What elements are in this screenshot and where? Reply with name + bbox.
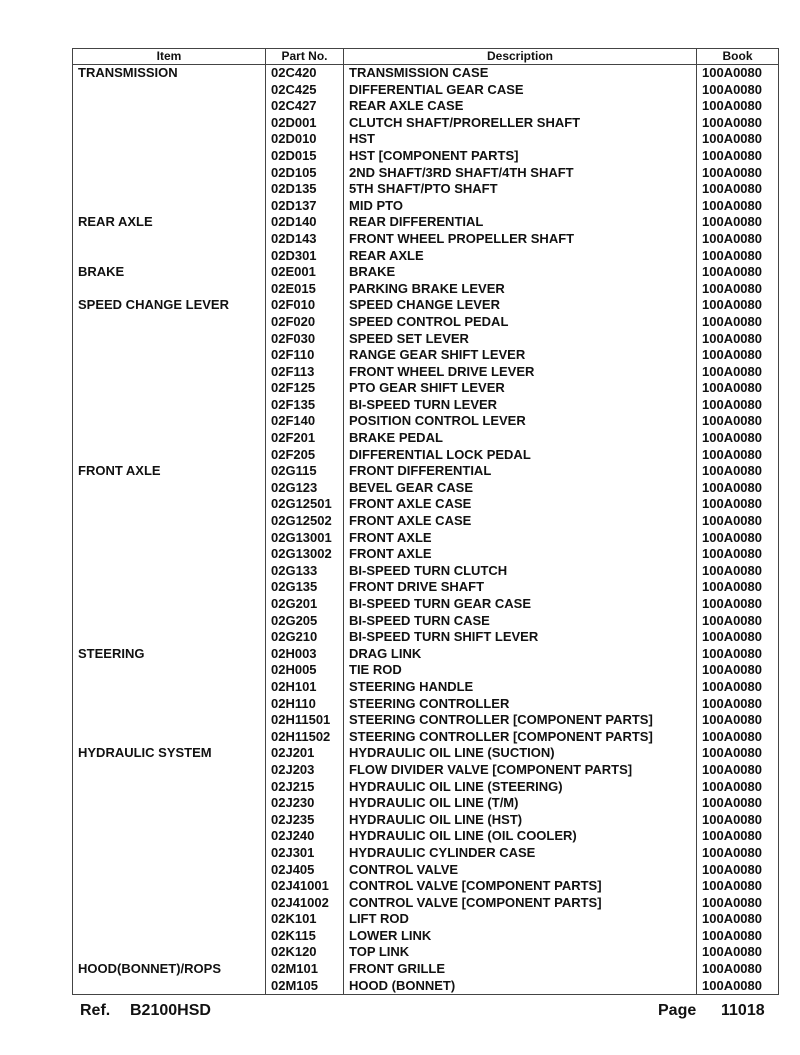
cell-book: 100A0080 <box>697 895 779 912</box>
cell-description: CONTROL VALVE [COMPONENT PARTS] <box>344 878 697 895</box>
table-row <box>73 795 779 812</box>
cell-part-no: 02H101 <box>266 679 344 696</box>
table-row <box>73 181 779 198</box>
table-row <box>73 364 779 381</box>
cell-item: REAR AXLE <box>73 214 266 231</box>
table-row <box>73 944 779 961</box>
cell-book: 100A0080 <box>697 745 779 762</box>
cell-description: BI-SPEED TURN LEVER <box>344 397 697 414</box>
cell-book: 100A0080 <box>697 98 779 115</box>
table-row <box>73 845 779 862</box>
cell-description: HYDRAULIC OIL LINE (T/M) <box>344 795 697 812</box>
cell-description: FLOW DIVIDER VALVE [COMPONENT PARTS] <box>344 762 697 779</box>
cell-description: HOOD (BONNET) <box>344 978 697 995</box>
cell-description: FRONT DIFFERENTIAL <box>344 463 697 480</box>
cell-description: FRONT AXLE <box>344 546 697 563</box>
table-row <box>73 115 779 132</box>
table-row <box>73 613 779 630</box>
cell-part-no: 02E001 <box>266 264 344 281</box>
table-row <box>73 546 779 563</box>
cell-part-no: 02J41002 <box>266 895 344 912</box>
cell-part-no: 02M105 <box>266 978 344 995</box>
cell-description: BI-SPEED TURN CLUTCH <box>344 563 697 580</box>
cell-part-no: 02J235 <box>266 812 344 829</box>
table-row <box>73 978 779 995</box>
cell-item <box>73 413 266 430</box>
cell-book: 100A0080 <box>697 729 779 746</box>
cell-item <box>73 331 266 348</box>
cell-description: HST <box>344 131 697 148</box>
cell-description: FRONT GRILLE <box>344 961 697 978</box>
cell-part-no: 02D010 <box>266 131 344 148</box>
cell-item <box>73 862 266 879</box>
cell-description: LIFT ROD <box>344 911 697 928</box>
cell-part-no: 02F125 <box>266 380 344 397</box>
cell-item <box>73 314 266 331</box>
cell-book: 100A0080 <box>697 297 779 314</box>
table-row <box>73 712 779 729</box>
ref-label: Ref. <box>80 1002 111 1019</box>
table-body <box>73 65 779 995</box>
cell-description: HYDRAULIC OIL LINE (OIL COOLER) <box>344 828 697 845</box>
table-row <box>73 331 779 348</box>
cell-description: HYDRAULIC CYLINDER CASE <box>344 845 697 862</box>
cell-description: REAR DIFFERENTIAL <box>344 214 697 231</box>
cell-description: BRAKE <box>344 264 697 281</box>
cell-item <box>73 281 266 298</box>
cell-item <box>73 513 266 530</box>
table-row <box>73 596 779 613</box>
cell-part-no: 02G12502 <box>266 513 344 530</box>
cell-description: MID PTO <box>344 198 697 215</box>
cell-item <box>73 795 266 812</box>
cell-book: 100A0080 <box>697 248 779 265</box>
table-row <box>73 447 779 464</box>
cell-part-no: 02G13001 <box>266 530 344 547</box>
table-row <box>73 297 779 314</box>
cell-item <box>73 895 266 912</box>
cell-part-no: 02D143 <box>266 231 344 248</box>
cell-book: 100A0080 <box>697 413 779 430</box>
cell-description: RANGE GEAR SHIFT LEVER <box>344 347 697 364</box>
table-row <box>73 65 779 82</box>
cell-part-no: 02K120 <box>266 944 344 961</box>
cell-part-no: 02H11502 <box>266 729 344 746</box>
cell-book: 100A0080 <box>697 513 779 530</box>
cell-description: STEERING CONTROLLER [COMPONENT PARTS] <box>344 712 697 729</box>
cell-book: 100A0080 <box>697 397 779 414</box>
cell-book: 100A0080 <box>697 214 779 231</box>
column-header-item: Item <box>73 49 266 65</box>
table-row <box>73 413 779 430</box>
cell-part-no: 02K115 <box>266 928 344 945</box>
cell-item <box>73 131 266 148</box>
cell-description: FRONT AXLE CASE <box>344 496 697 513</box>
cell-description: CONTROL VALVE [COMPONENT PARTS] <box>344 895 697 912</box>
cell-item <box>73 596 266 613</box>
cell-part-no: 02F113 <box>266 364 344 381</box>
page-footer <box>80 1002 770 1024</box>
table-row <box>73 314 779 331</box>
cell-description: SPEED SET LEVER <box>344 331 697 348</box>
cell-description: FRONT WHEEL DRIVE LEVER <box>344 364 697 381</box>
cell-part-no: 02E015 <box>266 281 344 298</box>
cell-part-no: 02H110 <box>266 696 344 713</box>
cell-part-no: 02J240 <box>266 828 344 845</box>
cell-book: 100A0080 <box>697 314 779 331</box>
cell-description: TOP LINK <box>344 944 697 961</box>
cell-book: 100A0080 <box>697 430 779 447</box>
table-row <box>73 961 779 978</box>
table-row <box>73 131 779 148</box>
table-row <box>73 231 779 248</box>
table-row <box>73 463 779 480</box>
table-row <box>73 762 779 779</box>
cell-part-no: 02C427 <box>266 98 344 115</box>
cell-part-no: 02J301 <box>266 845 344 862</box>
parts-index-sheet <box>72 48 778 995</box>
table-row <box>73 679 779 696</box>
cell-item <box>73 496 266 513</box>
cell-item <box>73 115 266 132</box>
cell-description: 2ND SHAFT/3RD SHAFT/4TH SHAFT <box>344 165 697 182</box>
cell-description: PTO GEAR SHIFT LEVER <box>344 380 697 397</box>
cell-description: FRONT AXLE CASE <box>344 513 697 530</box>
cell-part-no: 02G205 <box>266 613 344 630</box>
table-row <box>73 347 779 364</box>
table-row <box>73 812 779 829</box>
page-label: Page <box>658 1002 697 1019</box>
cell-item: HOOD(BONNET)/ROPS <box>73 961 266 978</box>
cell-item <box>73 148 266 165</box>
cell-description: HYDRAULIC OIL LINE (SUCTION) <box>344 745 697 762</box>
cell-description: DRAG LINK <box>344 646 697 663</box>
cell-item <box>73 978 266 995</box>
table-row <box>73 513 779 530</box>
cell-description: SPEED CONTROL PEDAL <box>344 314 697 331</box>
cell-part-no: 02J203 <box>266 762 344 779</box>
cell-part-no: 02G210 <box>266 629 344 646</box>
cell-part-no: 02F010 <box>266 297 344 314</box>
cell-item <box>73 380 266 397</box>
cell-part-no: 02F110 <box>266 347 344 364</box>
cell-description: HYDRAULIC OIL LINE (HST) <box>344 812 697 829</box>
table-row <box>73 397 779 414</box>
cell-part-no: 02D301 <box>266 248 344 265</box>
table-row <box>73 878 779 895</box>
cell-description: LOWER LINK <box>344 928 697 945</box>
cell-part-no: 02G201 <box>266 596 344 613</box>
cell-item <box>73 430 266 447</box>
cell-book: 100A0080 <box>697 496 779 513</box>
column-header-part-no: Part No. <box>266 49 344 65</box>
cell-book: 100A0080 <box>697 480 779 497</box>
cell-part-no: 02J230 <box>266 795 344 812</box>
cell-item <box>73 347 266 364</box>
cell-description: FRONT DRIVE SHAFT <box>344 579 697 596</box>
cell-book: 100A0080 <box>697 961 779 978</box>
cell-book: 100A0080 <box>697 696 779 713</box>
table-row <box>73 264 779 281</box>
cell-book: 100A0080 <box>697 662 779 679</box>
parts-table <box>72 48 779 995</box>
cell-part-no: 02G13002 <box>266 546 344 563</box>
cell-item <box>73 911 266 928</box>
cell-book: 100A0080 <box>697 679 779 696</box>
cell-part-no: 02D105 <box>266 165 344 182</box>
cell-item <box>73 231 266 248</box>
cell-book: 100A0080 <box>697 463 779 480</box>
cell-book: 100A0080 <box>697 231 779 248</box>
cell-part-no: 02F030 <box>266 331 344 348</box>
table-row <box>73 380 779 397</box>
cell-book: 100A0080 <box>697 181 779 198</box>
cell-item <box>73 812 266 829</box>
cell-description: BRAKE PEDAL <box>344 430 697 447</box>
cell-description: SPEED CHANGE LEVER <box>344 297 697 314</box>
cell-part-no: 02H003 <box>266 646 344 663</box>
cell-description: FRONT AXLE <box>344 530 697 547</box>
cell-item <box>73 779 266 796</box>
cell-book: 100A0080 <box>697 779 779 796</box>
cell-item <box>73 82 266 99</box>
column-header-book: Book <box>697 49 779 65</box>
cell-item <box>73 530 266 547</box>
cell-item <box>73 944 266 961</box>
cell-description: BEVEL GEAR CASE <box>344 480 697 497</box>
cell-item <box>73 662 266 679</box>
model-reference: B2100HSD <box>130 1002 211 1019</box>
cell-item <box>73 364 266 381</box>
cell-book: 100A0080 <box>697 596 779 613</box>
cell-item <box>73 712 266 729</box>
cell-part-no: 02F135 <box>266 397 344 414</box>
table-row <box>73 629 779 646</box>
cell-description: REAR AXLE CASE <box>344 98 697 115</box>
cell-part-no: 02J405 <box>266 862 344 879</box>
cell-description: TRANSMISSION CASE <box>344 65 697 82</box>
cell-item <box>73 480 266 497</box>
cell-description: BI-SPEED TURN CASE <box>344 613 697 630</box>
cell-part-no: 02H005 <box>266 662 344 679</box>
table-row <box>73 745 779 762</box>
cell-item <box>73 397 266 414</box>
cell-book: 100A0080 <box>697 629 779 646</box>
cell-book: 100A0080 <box>697 911 779 928</box>
table-row <box>73 696 779 713</box>
table-row <box>73 563 779 580</box>
table-row <box>73 165 779 182</box>
cell-book: 100A0080 <box>697 347 779 364</box>
table-row <box>73 248 779 265</box>
table-row <box>73 646 779 663</box>
cell-description: DIFFERENTIAL LOCK PEDAL <box>344 447 697 464</box>
table-row <box>73 862 779 879</box>
cell-book: 100A0080 <box>697 281 779 298</box>
table-row <box>73 480 779 497</box>
table-row <box>73 530 779 547</box>
cell-book: 100A0080 <box>697 165 779 182</box>
table-row <box>73 98 779 115</box>
cell-item <box>73 828 266 845</box>
cell-book: 100A0080 <box>697 380 779 397</box>
cell-book: 100A0080 <box>697 795 779 812</box>
cell-book: 100A0080 <box>697 331 779 348</box>
cell-item <box>73 762 266 779</box>
cell-part-no: 02H11501 <box>266 712 344 729</box>
cell-part-no: 02C420 <box>266 65 344 82</box>
cell-item <box>73 928 266 945</box>
cell-part-no: 02F205 <box>266 447 344 464</box>
cell-part-no: 02G115 <box>266 463 344 480</box>
cell-part-no: 02F201 <box>266 430 344 447</box>
cell-item <box>73 563 266 580</box>
cell-description: 5TH SHAFT/PTO SHAFT <box>344 181 697 198</box>
cell-description: CONTROL VALVE <box>344 862 697 879</box>
cell-description: TIE ROD <box>344 662 697 679</box>
cell-part-no: 02G123 <box>266 480 344 497</box>
table-row <box>73 729 779 746</box>
cell-description: PARKING BRAKE LEVER <box>344 281 697 298</box>
cell-description: POSITION CONTROL LEVER <box>344 413 697 430</box>
cell-part-no: 02D137 <box>266 198 344 215</box>
table-row <box>73 662 779 679</box>
cell-book: 100A0080 <box>697 131 779 148</box>
cell-description: STEERING CONTROLLER <box>344 696 697 713</box>
cell-part-no: 02J41001 <box>266 878 344 895</box>
cell-book: 100A0080 <box>697 978 779 995</box>
cell-book: 100A0080 <box>697 198 779 215</box>
page-number: 11018 <box>721 1002 765 1019</box>
column-header-description: Description <box>344 49 697 65</box>
cell-part-no: 02J201 <box>266 745 344 762</box>
cell-item <box>73 181 266 198</box>
table-row <box>73 214 779 231</box>
cell-item: BRAKE <box>73 264 266 281</box>
cell-description: STEERING CONTROLLER [COMPONENT PARTS] <box>344 729 697 746</box>
table-row <box>73 779 779 796</box>
cell-part-no: 02D135 <box>266 181 344 198</box>
cell-item: SPEED CHANGE LEVER <box>73 297 266 314</box>
cell-book: 100A0080 <box>697 148 779 165</box>
cell-part-no: 02M101 <box>266 961 344 978</box>
cell-book: 100A0080 <box>697 447 779 464</box>
table-row <box>73 828 779 845</box>
table-row <box>73 579 779 596</box>
cell-item <box>73 679 266 696</box>
cell-description: HYDRAULIC OIL LINE (STEERING) <box>344 779 697 796</box>
cell-item <box>73 696 266 713</box>
header-row <box>73 49 779 65</box>
cell-book: 100A0080 <box>697 712 779 729</box>
cell-item <box>73 845 266 862</box>
cell-description: CLUTCH SHAFT/PRORELLER SHAFT <box>344 115 697 132</box>
cell-book: 100A0080 <box>697 613 779 630</box>
table-row <box>73 496 779 513</box>
cell-part-no: 02G12501 <box>266 496 344 513</box>
cell-description: HST [COMPONENT PARTS] <box>344 148 697 165</box>
cell-book: 100A0080 <box>697 579 779 596</box>
cell-part-no: 02D140 <box>266 214 344 231</box>
cell-item <box>73 613 266 630</box>
cell-item <box>73 447 266 464</box>
cell-item <box>73 546 266 563</box>
cell-part-no: 02G133 <box>266 563 344 580</box>
table-row <box>73 895 779 912</box>
table-row <box>73 430 779 447</box>
cell-book: 100A0080 <box>697 530 779 547</box>
cell-part-no: 02D001 <box>266 115 344 132</box>
cell-book: 100A0080 <box>697 646 779 663</box>
table-row <box>73 928 779 945</box>
cell-book: 100A0080 <box>697 845 779 862</box>
cell-book: 100A0080 <box>697 828 779 845</box>
cell-book: 100A0080 <box>697 762 779 779</box>
cell-book: 100A0080 <box>697 862 779 879</box>
table-row <box>73 148 779 165</box>
cell-item: TRANSMISSION <box>73 65 266 82</box>
cell-description: DIFFERENTIAL GEAR CASE <box>344 82 697 99</box>
cell-book: 100A0080 <box>697 364 779 381</box>
cell-item <box>73 165 266 182</box>
cell-item <box>73 729 266 746</box>
table-row <box>73 281 779 298</box>
cell-book: 100A0080 <box>697 812 779 829</box>
table-row <box>73 198 779 215</box>
cell-item <box>73 198 266 215</box>
cell-item: STEERING <box>73 646 266 663</box>
table-row <box>73 911 779 928</box>
cell-part-no: 02F140 <box>266 413 344 430</box>
cell-item: FRONT AXLE <box>73 463 266 480</box>
cell-book: 100A0080 <box>697 82 779 99</box>
cell-item <box>73 579 266 596</box>
cell-description: STEERING HANDLE <box>344 679 697 696</box>
cell-part-no: 02K101 <box>266 911 344 928</box>
cell-part-no: 02C425 <box>266 82 344 99</box>
cell-item <box>73 248 266 265</box>
cell-part-no: 02J215 <box>266 779 344 796</box>
cell-book: 100A0080 <box>697 115 779 132</box>
cell-description: BI-SPEED TURN GEAR CASE <box>344 596 697 613</box>
cell-item: HYDRAULIC SYSTEM <box>73 745 266 762</box>
cell-part-no: 02G135 <box>266 579 344 596</box>
cell-book: 100A0080 <box>697 546 779 563</box>
cell-item <box>73 98 266 115</box>
cell-description: FRONT WHEEL PROPELLER SHAFT <box>344 231 697 248</box>
cell-book: 100A0080 <box>697 65 779 82</box>
cell-item <box>73 878 266 895</box>
table-row <box>73 82 779 99</box>
cell-book: 100A0080 <box>697 928 779 945</box>
cell-item <box>73 629 266 646</box>
cell-book: 100A0080 <box>697 563 779 580</box>
cell-book: 100A0080 <box>697 944 779 961</box>
cell-part-no: 02F020 <box>266 314 344 331</box>
cell-description: REAR AXLE <box>344 248 697 265</box>
cell-part-no: 02D015 <box>266 148 344 165</box>
cell-book: 100A0080 <box>697 878 779 895</box>
cell-description: BI-SPEED TURN SHIFT LEVER <box>344 629 697 646</box>
cell-book: 100A0080 <box>697 264 779 281</box>
